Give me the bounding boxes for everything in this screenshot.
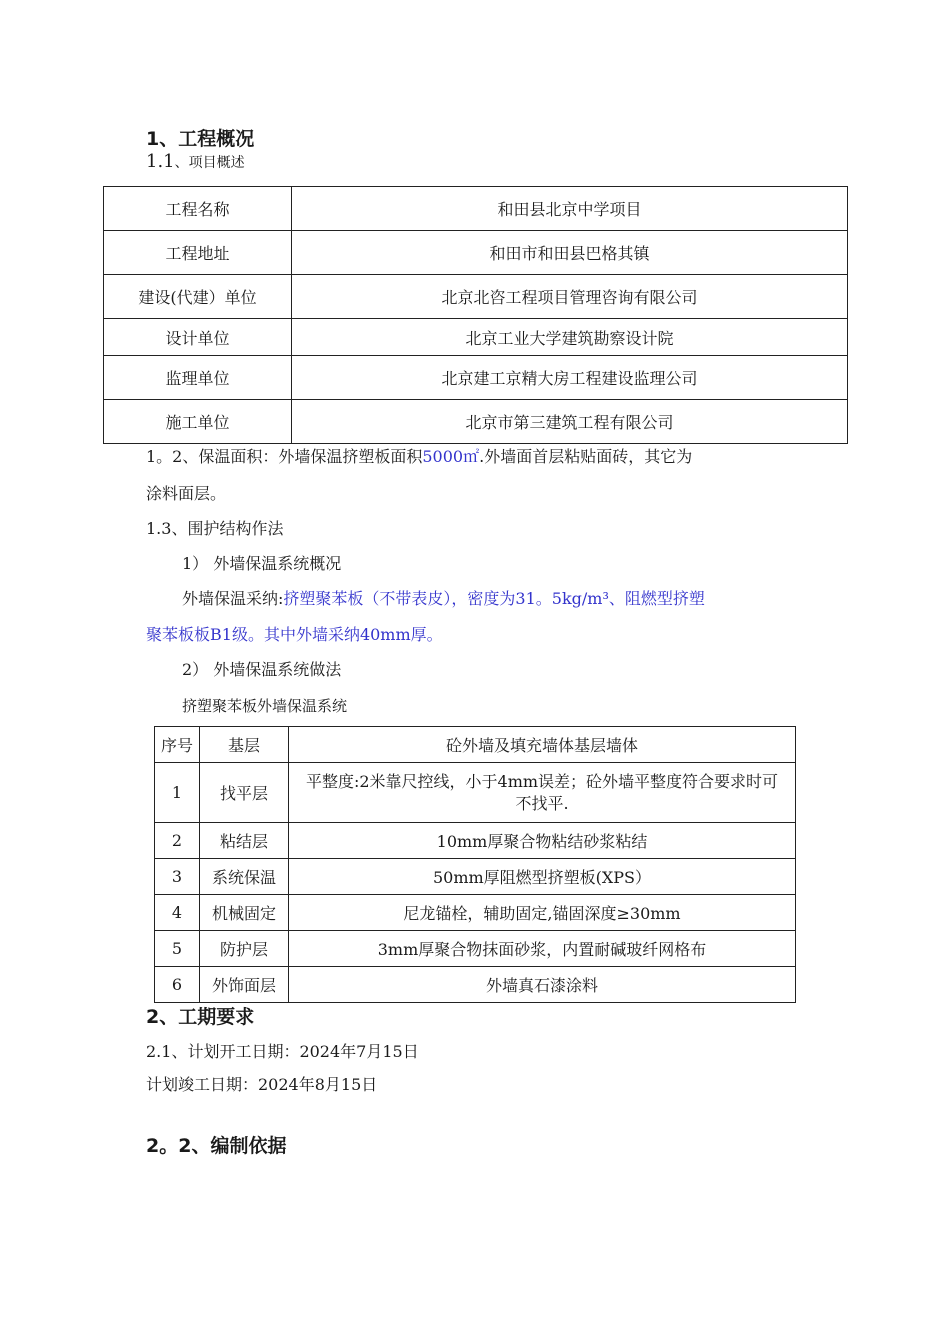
insulation-area-paragraph	[146, 445, 692, 469]
table-row	[155, 763, 796, 823]
system-overview-line2: 聚苯板板B1级。其中外墙采纳40mm厚。	[146, 625, 443, 644]
row-number: 1	[155, 763, 200, 823]
info-value: 和田市和田县巴格其镇	[292, 231, 848, 275]
table-row	[155, 859, 796, 895]
planned-start-date: 2.1、计划开工日期：2024年7月15日	[146, 1042, 419, 1061]
info-label: 施工单位	[104, 400, 292, 444]
subsection-heading-1-3: 1.3、围护结构作法	[146, 519, 284, 538]
row-number: 3	[155, 859, 200, 895]
layer-name: 找平层	[200, 763, 289, 823]
subsection-heading-1-1	[146, 151, 245, 172]
overview-prefix: 外墙保温采纳:	[182, 589, 284, 608]
layer-description: 平整度:2米靠尺控线，小于4mm误差；砼外墙平整度符合要求时可不找平.	[289, 763, 796, 823]
area-prefix: 1。2、保温面积：外墙保温挤塑板面积	[146, 447, 423, 466]
subsection-title: 、项目概述	[174, 155, 245, 171]
column-header: 基层	[200, 727, 289, 763]
table-row	[155, 895, 796, 931]
info-label: 建设(代建）单位	[104, 275, 292, 319]
area-suffix: .外墙面首层粘贴面砖，其它为	[479, 447, 693, 466]
table-row	[104, 231, 848, 275]
info-label: 监理单位	[104, 356, 292, 400]
row-number: 5	[155, 931, 200, 967]
row-number: 6	[155, 967, 200, 1003]
project-info-table	[103, 186, 848, 444]
section-heading-1: 1、工程概况	[146, 128, 255, 150]
layer-description: 3mm厚聚合物抹面砂浆，内置耐碱玻纤网格布	[289, 931, 796, 967]
layer-description: 尼龙锚栓，辅助固定,锚固深度≥30mm	[289, 895, 796, 931]
column-header: 砼外墙及填充墙体基层墙体	[289, 727, 796, 763]
layer-description: 10mm厚聚合物粘结砂浆粘结	[289, 823, 796, 859]
info-value: 和田县北京中学项目	[292, 187, 848, 231]
info-value: 北京市第三建筑工程有限公司	[292, 400, 848, 444]
info-value: 北京工业大学建筑勘察设计院	[292, 319, 848, 356]
table-row	[104, 356, 848, 400]
info-label: 工程名称	[104, 187, 292, 231]
subheading-system-overview: 1） 外墙保温系统概况	[182, 554, 342, 573]
table-caption: 挤塑聚苯板外墙保温系统	[182, 697, 348, 715]
info-label: 设计单位	[104, 319, 292, 356]
table-row	[155, 967, 796, 1003]
layer-name: 外饰面层	[200, 967, 289, 1003]
table-row	[104, 400, 848, 444]
table-row	[104, 319, 848, 356]
overview-line1: 挤塑聚苯板（不带表皮），密度为31。5kg/m³、阻燃型挤塑	[283, 589, 705, 608]
layer-description: 外墙真石漆涂料	[289, 967, 796, 1003]
layer-name: 机械固定	[200, 895, 289, 931]
layer-name: 防护层	[200, 931, 289, 967]
layer-name: 粘结层	[200, 823, 289, 859]
info-value: 北京建工京精大房工程建设监理公司	[292, 356, 848, 400]
subsection-heading-2-2: 2。2、编制依据	[146, 1135, 287, 1157]
row-number: 2	[155, 823, 200, 859]
table-header-row	[155, 727, 796, 763]
system-overview-text	[182, 587, 705, 611]
subsection-number: 1.1	[146, 151, 175, 172]
info-value: 北京北咨工程项目管理咨询有限公司	[292, 275, 848, 319]
planned-end-date: 计划竣工日期：2024年8月15日	[146, 1075, 378, 1094]
table-row	[104, 187, 848, 231]
insulation-area-line2: 涂料面层。	[146, 484, 227, 503]
layer-description: 50mm厚阻燃型挤塑板(XPS）	[289, 859, 796, 895]
table-row	[104, 275, 848, 319]
table-row	[155, 931, 796, 967]
table-row	[155, 823, 796, 859]
subheading-system-method: 2） 外墙保温系统做法	[182, 660, 342, 679]
area-value: 5000㎡	[422, 447, 480, 466]
row-number: 4	[155, 895, 200, 931]
column-header: 序号	[155, 727, 200, 763]
layer-name: 系统保温	[200, 859, 289, 895]
info-label: 工程地址	[104, 231, 292, 275]
insulation-system-table	[154, 726, 796, 1003]
section-heading-2: 2、工期要求	[146, 1006, 255, 1028]
